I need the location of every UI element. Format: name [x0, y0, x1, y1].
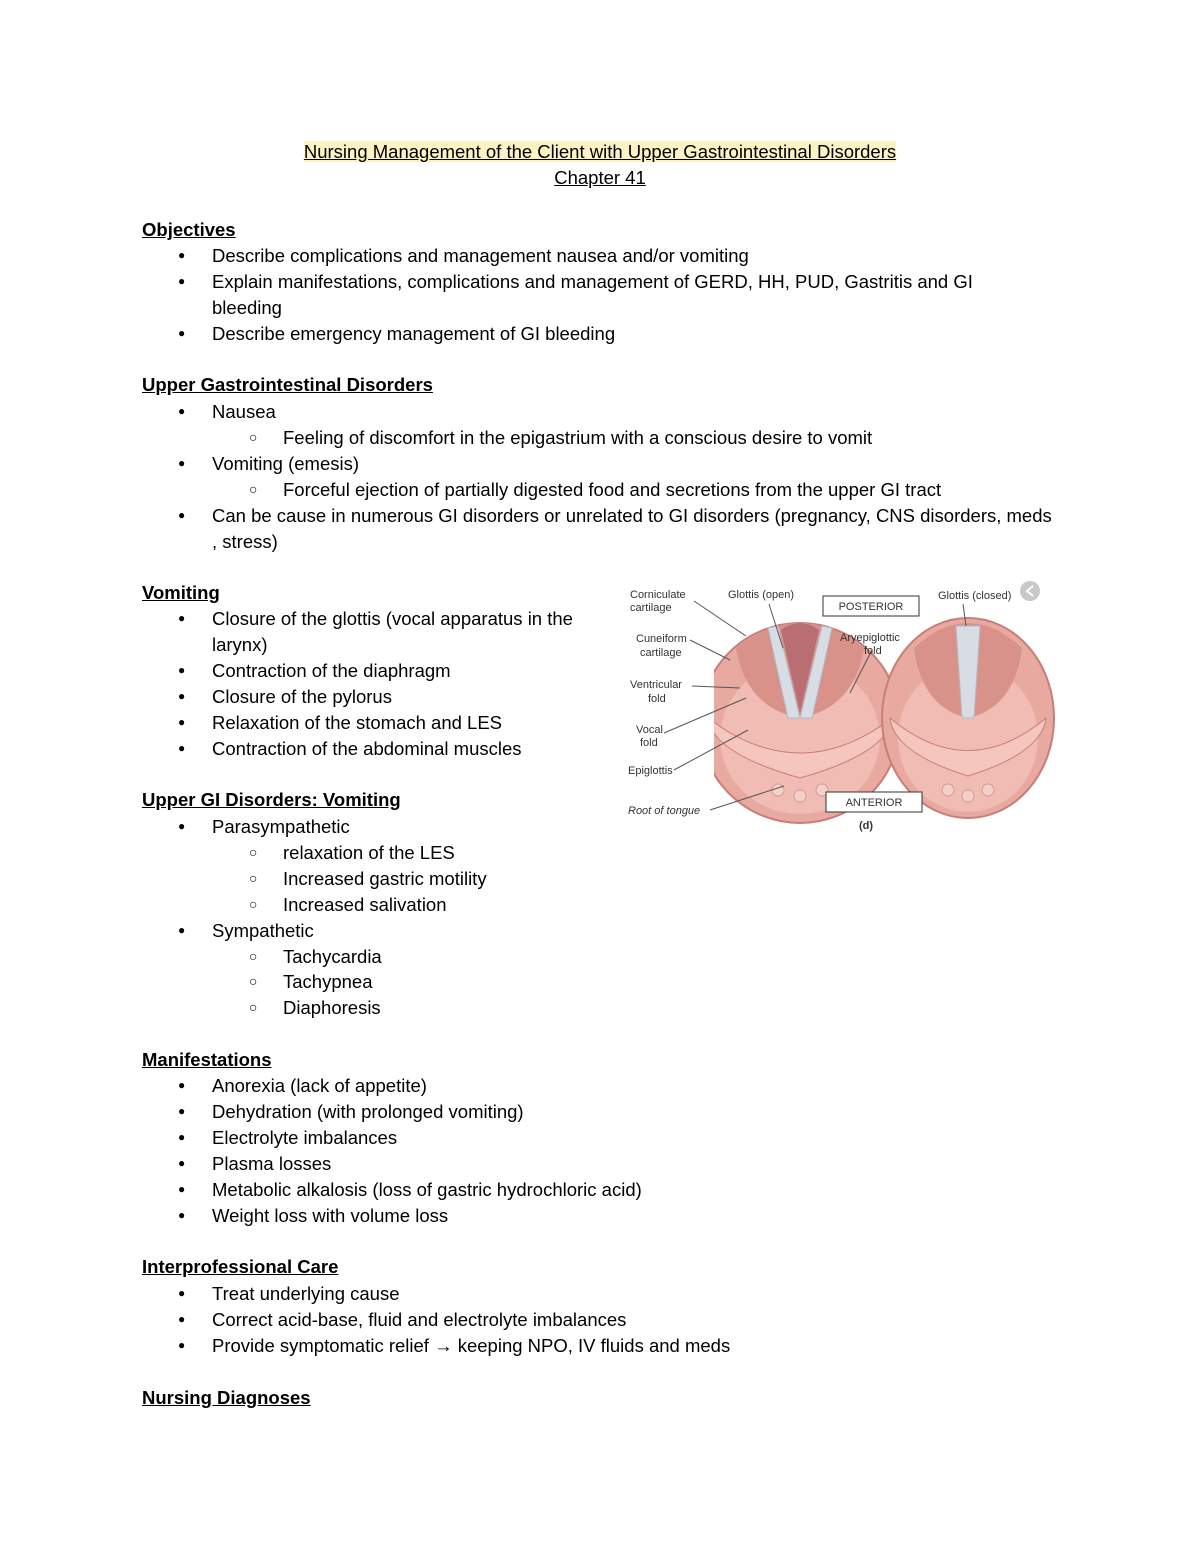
list-item: ● Parasympathetic ○ relaxation of the LES ○ Increased gastric motility ○ Increased salivation: [142, 814, 842, 918]
sub-list-item: ○ Tachycardia: [212, 944, 842, 970]
list-item: ● Provide symptomatic relief → keeping NPO, IV fluids and meds: [142, 1333, 1042, 1359]
corniculate-label: Corniculate: [630, 589, 686, 601]
aryepiglottic-label: Aryepiglottic: [840, 632, 900, 644]
list-item: ● Explain manifestations, complications and management of GERD, HH, PUD, Gastritis and GI bleeding: [142, 269, 1042, 321]
sub-list-item: ○ Increased gastric motility: [212, 866, 842, 892]
panel-label: (d): [859, 820, 874, 832]
vocal-label-2: fold: [640, 737, 658, 749]
gi-vomiting-heading: Upper GI Disorders: Vomiting: [142, 789, 401, 810]
sub-list-item: ○ relaxation of the LES: [212, 840, 842, 866]
list-item: ● Electrolyte imbalances: [142, 1125, 1042, 1151]
list-item: ● Closure of the pylorus: [142, 684, 612, 710]
objectives-list: [142, 243, 1042, 347]
interprofessional-list: [142, 1281, 1042, 1359]
chevron-left-icon: [1020, 581, 1040, 601]
svg-text:POSTERIOR: POSTERIOR: [838, 601, 904, 613]
glottis-closed-label: Glottis (closed): [938, 590, 1012, 602]
list-item: ● Closure of the glottis (vocal apparatus in the larynx): [142, 606, 612, 658]
sub-list-item: ○ Feeling of discomfort in the epigastrium with a conscious desire to vomit: [212, 425, 1062, 451]
objectives-heading: Objectives: [142, 219, 236, 240]
list-item: ● Contraction of the abdominal muscles: [142, 736, 612, 762]
manifestations-heading: Manifestations: [142, 1049, 272, 1070]
cuneiform-label-2: cartilage: [640, 647, 682, 659]
closed-glottis-illustration: [882, 618, 1054, 818]
sub-list-item: ○ Diaphoresis: [212, 995, 842, 1021]
interprofessional-heading: Interprofessional Care: [142, 1256, 339, 1277]
vocal-label: Vocal: [636, 724, 663, 736]
corniculate-label-2: cartilage: [630, 602, 672, 614]
posterior-box: [823, 596, 919, 616]
list-item: ● Relaxation of the stomach and LES: [142, 710, 612, 736]
manifestations-list: [142, 1073, 1042, 1228]
list-item: ● Correct acid-base, fluid and electrolyte imbalances: [142, 1307, 1042, 1333]
sub-list-item: ○ Forceful ejection of partially digested food and secretions from the upper GI tract: [212, 477, 1062, 503]
root-of-tongue-label: Root of tongue: [628, 805, 701, 817]
list-item: ● Nausea ○ Feeling of discomfort in the epigastrium with a conscious desire to vomit: [142, 399, 1062, 451]
ventricular-label: Ventricular: [630, 679, 682, 691]
glottis-open-label: Glottis (open): [728, 589, 795, 601]
list-item: ● Describe complications and management nausea and/or vomiting: [142, 243, 1042, 269]
anterior-box: [826, 792, 922, 812]
epiglottis-label: Epiglottis: [628, 765, 673, 777]
vomiting-list: [142, 606, 612, 761]
chapter-subtitle: Chapter 41: [554, 167, 646, 188]
document-title: Nursing Management of the Client with Upper Gastrointestinal Disorders: [303, 141, 897, 162]
sub-list-item: ○ Tachypnea: [212, 969, 842, 995]
list-item: ● Sympathetic ○ Tachycardia ○ Tachypnea ○ Diaphoresis: [142, 918, 842, 1022]
list-item: ● Weight loss with volume loss: [142, 1203, 1042, 1229]
list-item: ● Contraction of the diaphragm: [142, 658, 612, 684]
nursing-diagnoses-heading: Nursing Diagnoses: [142, 1387, 311, 1408]
list-item: ● Plasma losses: [142, 1151, 1042, 1177]
upper-gi-heading: Upper Gastrointestinal Disorders: [142, 374, 433, 395]
list-item: ● Anorexia (lack of appetite): [142, 1073, 1042, 1099]
svg-text:ANTERIOR: ANTERIOR: [845, 797, 903, 809]
gi-vomiting-list: [142, 814, 842, 1021]
list-item: ● Metabolic alkalosis (loss of gastric hydrochloric acid): [142, 1177, 1042, 1203]
sub-list-item: ○ Increased salivation: [212, 892, 842, 918]
ventricular-label-2: fold: [648, 693, 666, 705]
upper-gi-list: [142, 399, 1062, 554]
list-item: ● Describe emergency management of GI bleeding: [142, 321, 1042, 347]
list-item: ● Dehydration (with prolonged vomiting): [142, 1099, 1042, 1125]
list-item: ● Vomiting (emesis) ○ Forceful ejection of partially digested food and secretions from the upper GI tract: [142, 451, 1062, 503]
list-item: ● Can be cause in numerous GI disorders or unrelated to GI disorders (pregnancy, CNS disorders, meds , stress): [142, 503, 1062, 555]
larynx-diagram: [618, 578, 1066, 836]
vomiting-heading: Vomiting: [142, 582, 220, 603]
list-item: ● Treat underlying cause: [142, 1281, 1042, 1307]
aryepiglottic-label-2: fold: [864, 645, 882, 657]
cuneiform-label: Cuneiform: [636, 633, 687, 645]
